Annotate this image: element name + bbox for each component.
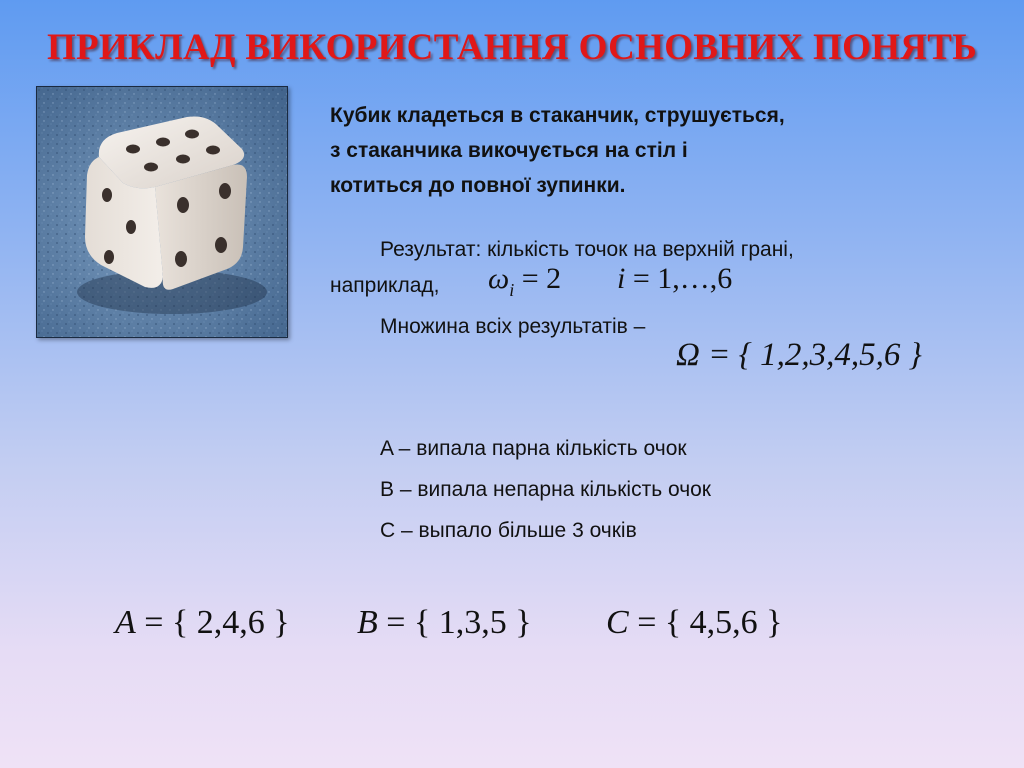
event-b-description: B – випала непарна кількість очок	[380, 478, 711, 501]
intro-line: котиться до повної зупинки.	[330, 174, 626, 197]
set-a-formula	[115, 604, 290, 642]
set-a-name: A	[115, 604, 136, 641]
omega-symbol: ω	[488, 262, 510, 295]
dice-photo	[36, 86, 288, 338]
set-b-value: = { 1,3,5 }	[386, 604, 532, 641]
index-symbol: i	[617, 262, 626, 295]
set-c-formula	[606, 604, 783, 642]
sample-space-label: Множина всіх результатів –	[380, 315, 646, 338]
set-b-formula	[357, 604, 532, 642]
event-a-description: A – випала парна кількість очок	[380, 437, 687, 460]
result-line: Результат: кількість точок на верхній грані,	[380, 238, 794, 261]
index-formula	[617, 262, 732, 296]
slide-title: ПРИКЛАД ВИКОРИСТАННЯ ОСНОВНИХ ПОНЯТЬ	[46, 27, 978, 68]
set-a-value: = { 2,4,6 }	[144, 604, 290, 641]
example-label: наприклад,	[330, 274, 440, 297]
set-c-value: = { 4,5,6 }	[637, 604, 783, 641]
intro-line: з стаканчика викочується на стіл і	[330, 139, 688, 162]
set-b-name: B	[357, 604, 378, 641]
omega-value: = 2	[521, 262, 562, 295]
intro-text	[330, 98, 970, 203]
index-range: = 1,…,6	[632, 262, 733, 295]
sample-space-formula: Ω = { 1,2,3,4,5,6 }	[676, 337, 922, 373]
omega-formula	[488, 262, 561, 301]
set-c-name: C	[606, 604, 629, 641]
intro-line: Кубик кладеться в стаканчик, струшується,	[330, 104, 785, 127]
omega-subscript: i	[509, 280, 515, 300]
event-c-description: C – выпало більше 3 очків	[380, 519, 637, 542]
